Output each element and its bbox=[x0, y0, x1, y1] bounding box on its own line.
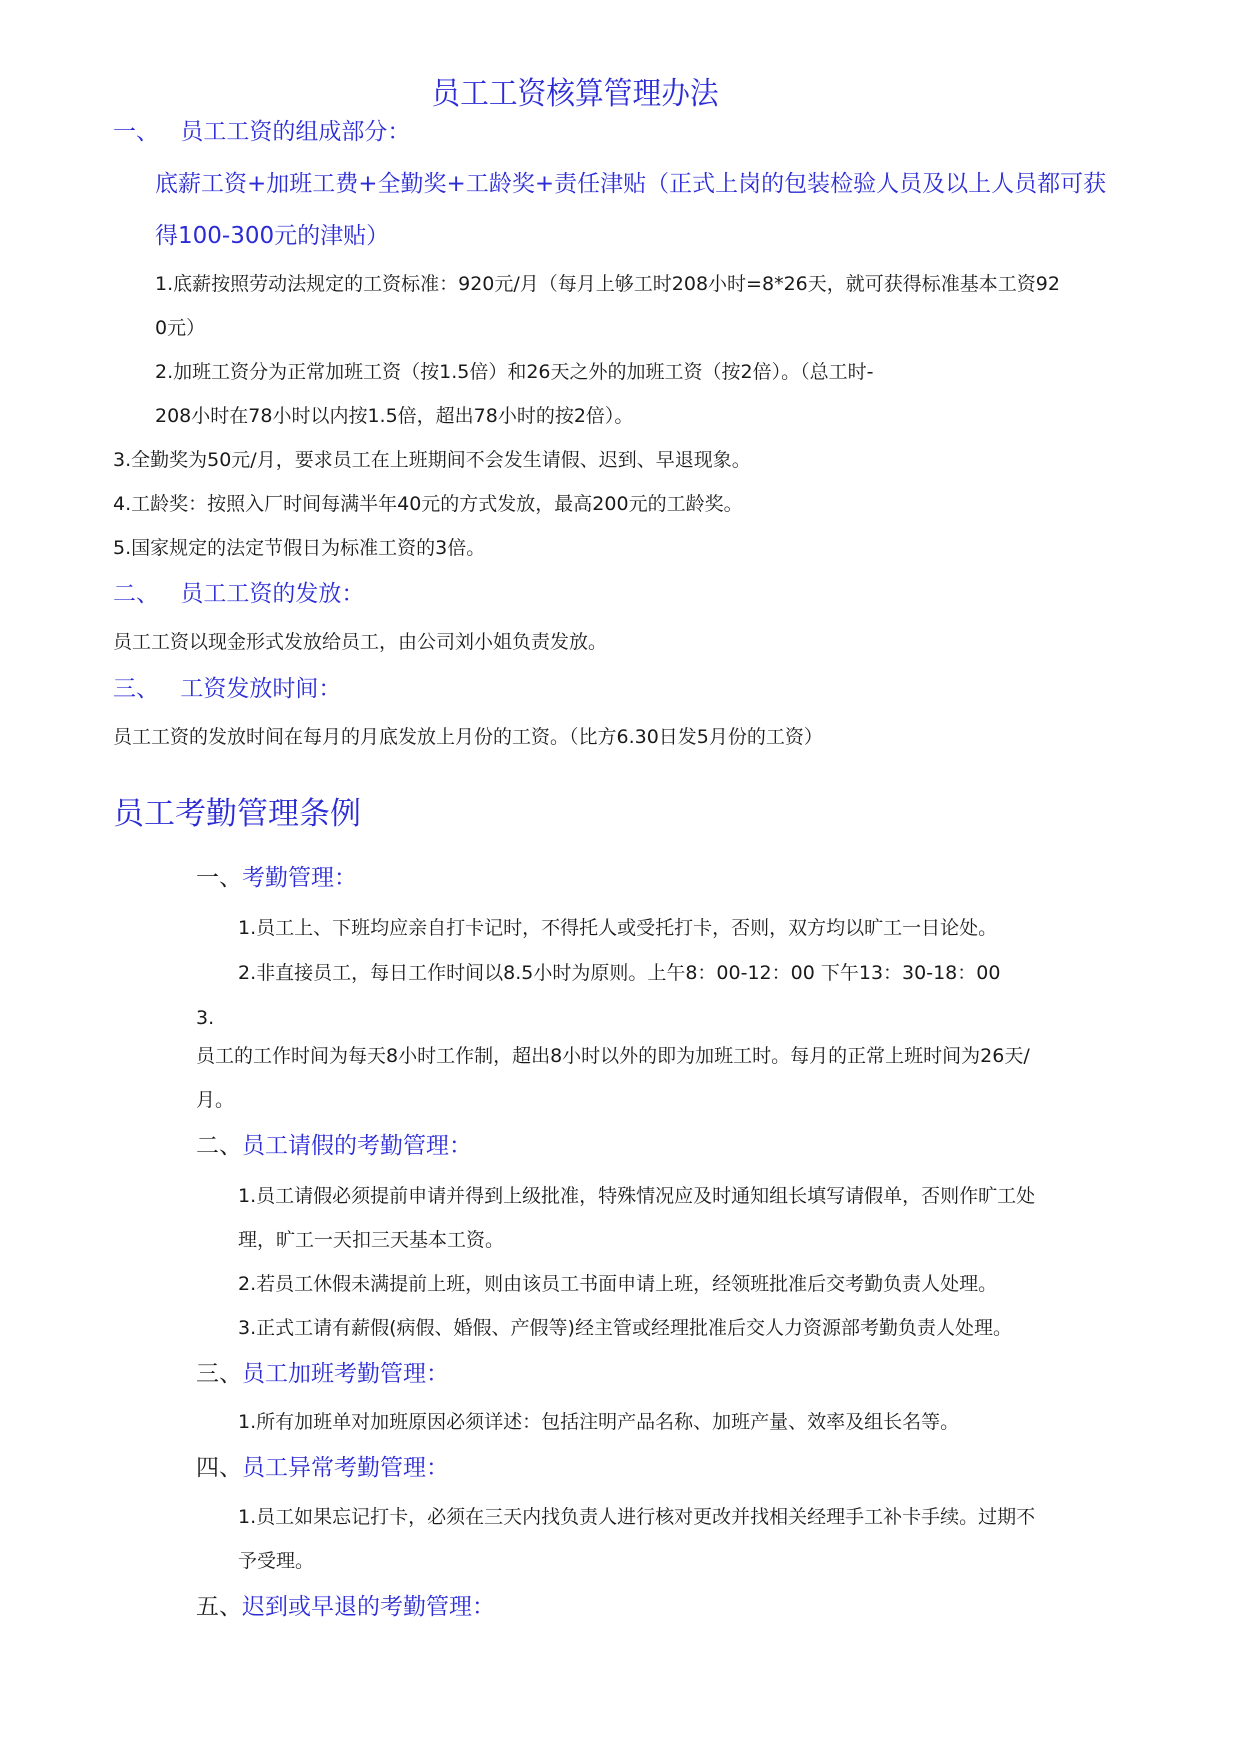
attendance-section-4-number: 四、 bbox=[196, 1455, 242, 1481]
attendance-title: 员工考勤管理条例 bbox=[113, 796, 361, 832]
item-1-line-2: 0元） bbox=[155, 317, 206, 339]
attendance-3-item-1: 1.所有加班单对加班原因必须详述：包括注明产品名称、加班产量、效率及组长名等。 bbox=[238, 1411, 960, 1433]
attendance-section-2-number: 二、 bbox=[196, 1133, 242, 1159]
attendance-1-item-3-line-1: 员工的工作时间为每天8小时工作制，超出8小时以外的即为加班工时。每月的正常上班时间为26天/ bbox=[196, 1045, 1030, 1067]
section-3-body: 员工工资的发放时间在每月的月底发放上月份的工资。（比方6.30日发5月份的工资） bbox=[113, 726, 823, 748]
attendance-section-3-title: 员工加班考勤管理： bbox=[242, 1361, 449, 1387]
attendance-section-4-title: 员工异常考勤管理： bbox=[242, 1455, 449, 1481]
attendance-4-item-1-line-2: 予受理。 bbox=[238, 1550, 315, 1572]
item-2-line-2: 208小时在78小时以内按1.5倍，超出78小时的按2倍）。 bbox=[155, 405, 634, 427]
attendance-2-item-3: 3.正式工请有薪假(病假、婚假、产假等)经主管或经理批准后交人力资源部考勤负责人处理。 bbox=[238, 1317, 1012, 1339]
attendance-section-5-heading bbox=[196, 1591, 495, 1623]
attendance-1-item-1: 1.员工上、下班均应亲自打卡记时，不得托人或受托打卡，否则，双方均以旷工一日论处。 bbox=[238, 917, 998, 939]
item-1-line-1: 1.底薪按照劳动法规定的工资标准：920元/月（每月上够工时208小时=8*26天，就可获得标准基本工资92 bbox=[155, 273, 1060, 295]
section-2-body: 员工工资以现金形式发放给员工，由公司刘小姐负责发放。 bbox=[113, 631, 608, 653]
section-3-heading bbox=[113, 673, 341, 705]
attendance-4-item-1-line-1: 1.员工如果忘记打卡，必须在三天内找负责人进行核对更改并找相关经理手工补卡手续。过期不 bbox=[238, 1506, 1036, 1528]
document-title: 员工工资核算管理办法 bbox=[431, 76, 719, 112]
salary-formula-line-1: 底薪工资+加班工费+全勤奖+工龄奖+责任津贴（正式上岗的包装检验人员及以上人员都可获 bbox=[155, 171, 1107, 197]
attendance-section-2-title: 员工请假的考勤管理： bbox=[242, 1133, 472, 1159]
salary-formula-line-2: 得100-300元的津贴） bbox=[155, 223, 390, 249]
attendance-section-4-heading bbox=[196, 1452, 449, 1484]
section-2-title: 员工工资的发放： bbox=[180, 581, 365, 607]
item-2-line-1: 2.加班工资分为正常加班工资（按1.5倍）和26天之外的加班工资（按2倍）。（总工时- bbox=[155, 361, 874, 383]
item-5: 5.国家规定的法定节假日为标准工资的3倍。 bbox=[113, 537, 486, 559]
item-3: 3.全勤奖为50元/月，要求员工在上班期间不会发生请假、迟到、早退现象。 bbox=[113, 449, 751, 471]
attendance-2-item-1-line-1: 1.员工请假必须提前申请并得到上级批准，特殊情况应及时通知组长填写请假单，否则作旷工处 bbox=[238, 1185, 1036, 1207]
attendance-2-item-2: 2.若员工休假未满提前上班，则由该员工书面申请上班，经领班批准后交考勤负责人处理。 bbox=[238, 1273, 998, 1295]
section-2-heading bbox=[113, 578, 364, 610]
section-2-number: 二、 bbox=[113, 581, 159, 607]
attendance-section-3-heading bbox=[196, 1358, 449, 1390]
attendance-section-5-number: 五、 bbox=[196, 1594, 242, 1620]
attendance-section-3-number: 三、 bbox=[196, 1361, 242, 1387]
attendance-section-5-title: 迟到或早退的考勤管理： bbox=[242, 1594, 495, 1620]
section-3-title: 工资发放时间： bbox=[180, 676, 342, 702]
attendance-section-2-heading bbox=[196, 1130, 472, 1162]
attendance-section-1-number: 一、 bbox=[196, 865, 242, 891]
section-1-heading bbox=[113, 116, 410, 148]
section-3-number: 三、 bbox=[113, 676, 159, 702]
section-1-title: 员工工资的组成部分： bbox=[180, 119, 411, 145]
section-1-number: 一、 bbox=[113, 119, 159, 145]
attendance-1-item-3-number: 3. bbox=[196, 1007, 215, 1029]
attendance-1-item-2: 2.非直接员工，每日工作时间以8.5小时为原则。上午8：00-12：00 下午13：30-18：00 bbox=[238, 962, 1001, 984]
attendance-1-item-3-line-2: 月。 bbox=[196, 1089, 235, 1111]
attendance-section-1-heading bbox=[196, 862, 357, 894]
attendance-2-item-1-line-2: 理，旷工一天扣三天基本工资。 bbox=[238, 1229, 505, 1251]
item-4: 4.工龄奖：按照入厂时间每满半年40元的方式发放，最高200元的工龄奖。 bbox=[113, 493, 743, 515]
attendance-section-1-title: 考勤管理： bbox=[242, 865, 357, 891]
